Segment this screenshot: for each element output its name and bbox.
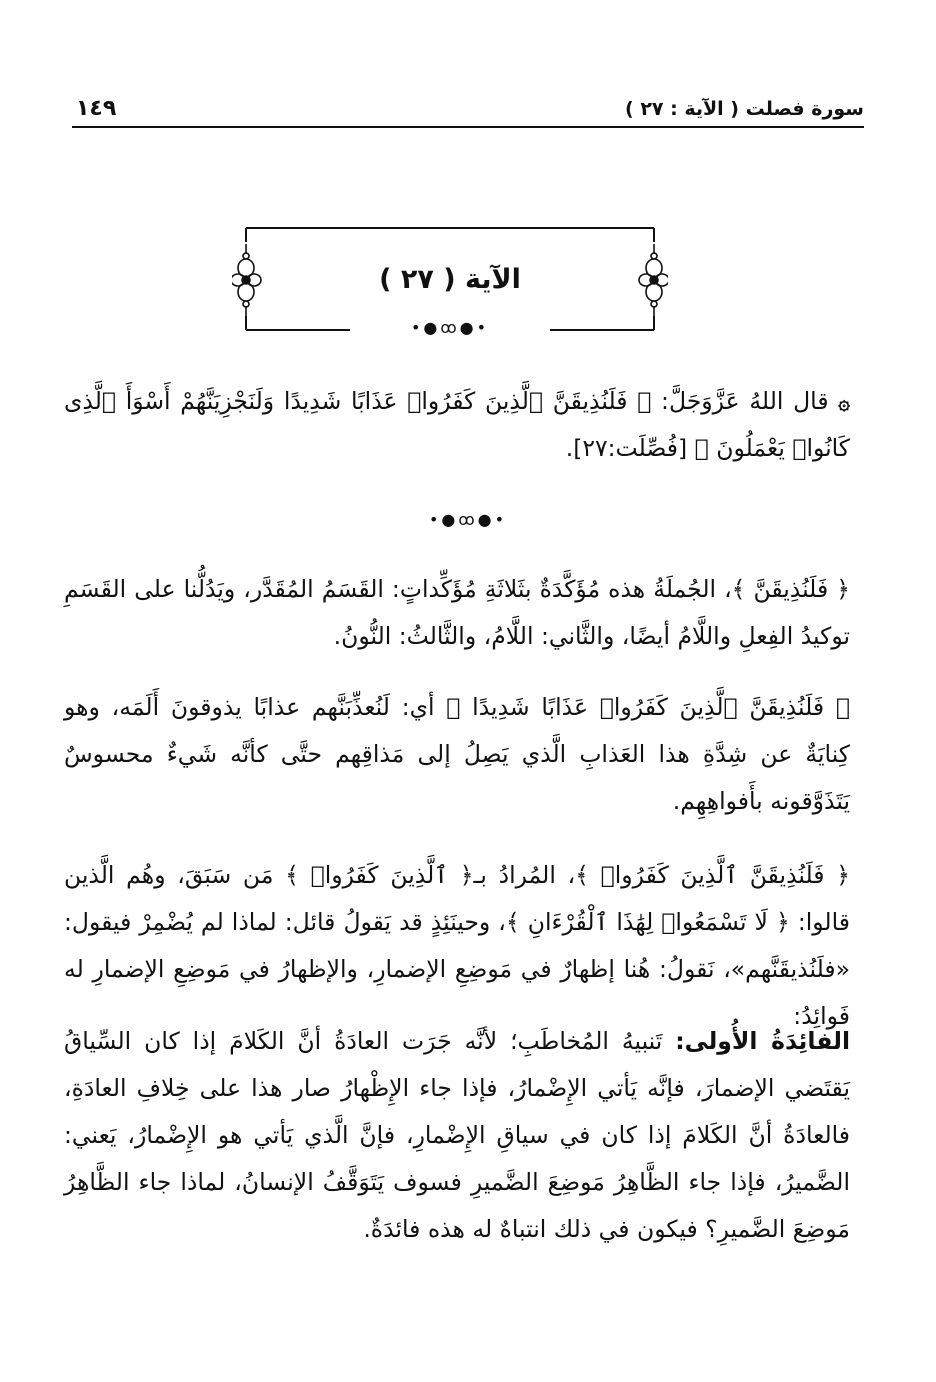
running-header <box>72 96 864 126</box>
verse-banner <box>232 224 668 336</box>
paragraph <box>64 1018 850 1253</box>
verse-text: ﴿ فَلَنُذِيقَنَّ ٱلَّذِينَ كَفَرُوا۟ عَذَابًا شَدِيدًا وَلَنَجْزِيَنَّهُمْ أَسْوَأَ ٱلَّذِى كَانُوا۟ يَعْمَلُونَ ﴾ <box>64 387 850 462</box>
section-separator: •●ꝏ●• <box>428 510 508 529</box>
verse-intro: قال اللهُ عَزَّوَجَلَّ: <box>661 387 829 415</box>
quoted-verse <box>64 378 850 471</box>
verse-marker-icon: ۞ <box>838 390 850 414</box>
verse-reference: [فُصِّلَت:٢٧]. <box>565 434 688 462</box>
paragraph-text: تَنبيهُ المُخاطَبِ؛ لأنَّه جَرَت العادَةُ أنَّ الكَلامَ إذا كان السِّياقُ يَقتَضي الإضمارَ، فإنَّه يَأتي الإِضْمارُ، فإذا جاء الإِظْهارُ صار هذا على خِلافِ العادَةِ، فالعادَةُ أنَّ الكَلامَ إذا كان في سياقِ الإِضْمارِ، فإنَّ الَّذي يَأتي هو الإِضْمارُ، يَعني: الضَّميرُ، فإذا جاء الظَّاهِرُ مَوضِعَ الضَّميرِ فسوف يَتَوَقَّفُ الإنسانُ، لماذا جاء الظَّاهِرُ مَوضِعَ الضَّميرِ؟ فيكون في ذلك انتباهٌ له هذه فائدَةٌ. <box>64 1027 850 1243</box>
page-number: ١٤٩ <box>76 96 117 121</box>
banner-ornament: •●ꝏ●• <box>410 318 490 337</box>
paragraph-lead: الفائِدَةُ الأُولى: <box>675 1027 850 1055</box>
paragraph <box>64 566 850 660</box>
paragraph-text: ﴿ فَلَنُذِيقَنَّ ٱلَّذِينَ كَفَرُوا۟ عَذَابًا شَدِيدًا ﴾ أي: لَنُعذِّبَنَّهم عذابًا يذوقونَ أَلَمَه، وهو كِنايَةٌ عن شِدَّةِ هذا العَذابِ الَّذي يَصِلُ إلى مَذاقِهم حتَّى كأنَّه شَيءٌ محسوسٌ يَتَذَوَّقونه بأَفواهِهِم. <box>64 693 850 815</box>
paragraph-text: ﴿ فَلَنُذِيقَنَّ ﴾، الجُملَةُ هذه مُؤَكَّدَةٌ بثَلاثَةِ مُؤَكِّداتٍ: القَسَمُ المُقَدَّر، ويَدُلُّنا على القَسَمِ توكيدُ الفِعلِ واللَّامُ أيضًا، والثَّاني: اللَّامُ، والثَّالثُ: النُّونُ. <box>64 575 850 650</box>
verse-number-title: الآية ( ٢٧ ) <box>379 264 521 295</box>
surah-title: سورة فصلت ( الآية : ٢٧ ) <box>625 98 864 120</box>
header-rule <box>72 126 864 128</box>
paragraph <box>64 684 850 825</box>
paragraph-text: ﴿ فَلَنُذِيقَنَّ ٱلَّذِينَ كَفَرُوا۟ ﴾، المُرادُ بـ﴿ ٱلَّذِينَ كَفَرُوا۟ ﴾ مَن سَبَقَ، وهُم الَّذين قالوا: ﴿ لَا تَسْمَعُوا۟ لِهَٰذَا ٱلْقُرْءَانِ ﴾، وحينَئِذٍ قد يَقولُ قائل: لماذا لم يُضْمِرْ فيقول: «فلَنُذيقَنَّهم»، نَقولُ: هُنا إظهارٌ في مَوضِعِ الإضمارِ، والإظهارُ في مَوضِعِ الإضمارِ له فَوائِدُ: <box>64 861 850 1030</box>
paragraph <box>64 852 850 1040</box>
